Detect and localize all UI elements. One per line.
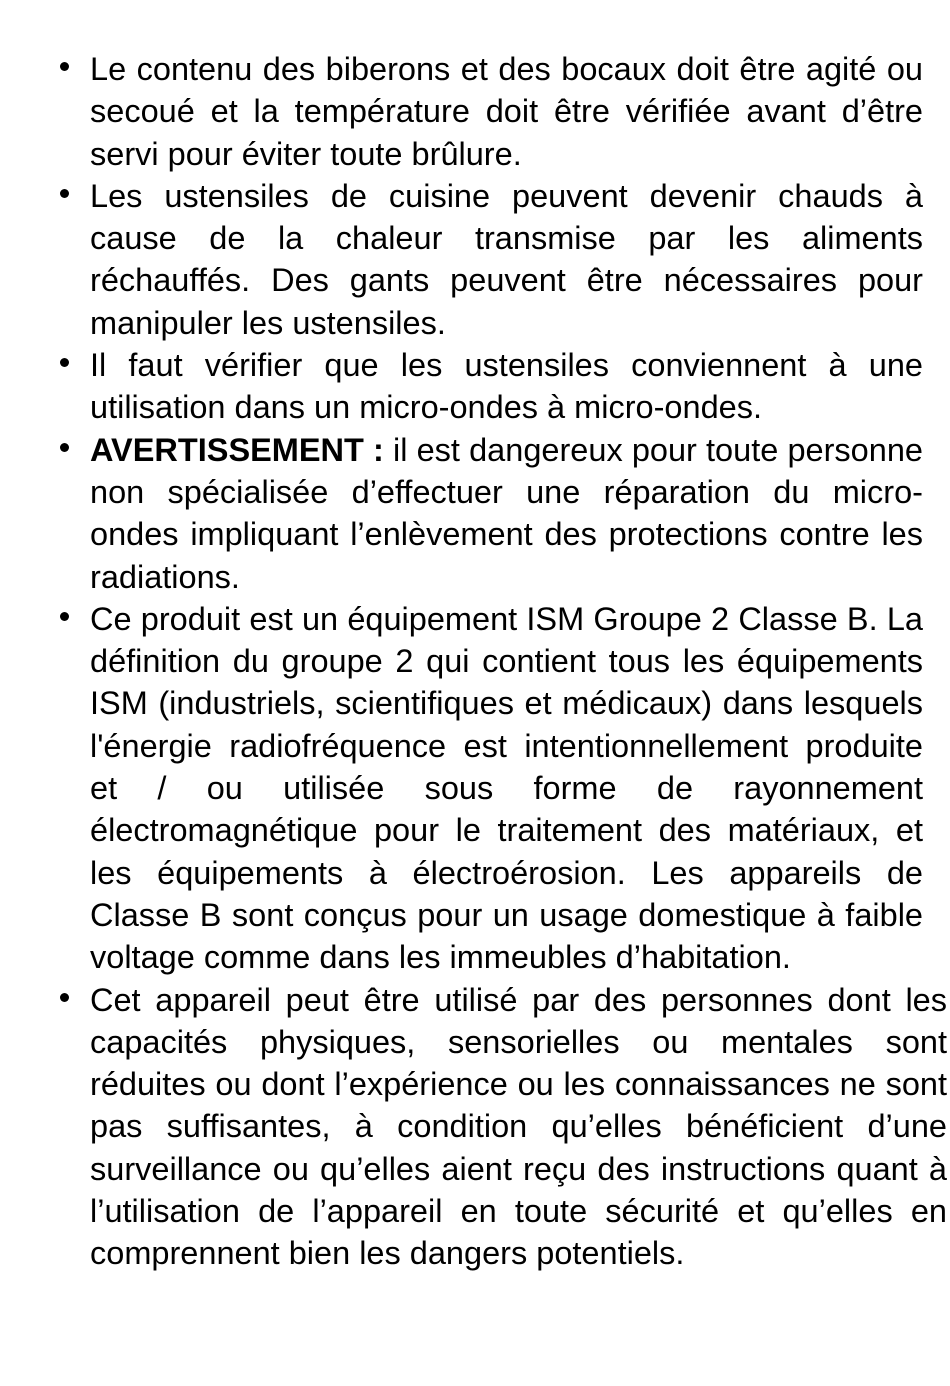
document-page <box>0 48 950 1275</box>
bullet-icon <box>60 358 69 367</box>
list-item-text: Ce produit est un équipement ISM Groupe 2 Classe B. La définition du groupe 2 qui contient tous les équipements ISM (industriels, scientifiques et médicaux) dans lesquels l'énergie radiofréquence est intentionnellement produite et / ou utilisée sous forme de rayonnement électromagnétique pour le traitement des matériaux, et les équipements à électroérosion. Les appareils de Classe B sont conçus pour un usage domestique à faible voltage comme dans les immeubles d’habitation. <box>90 600 923 976</box>
bullet-icon <box>60 612 69 621</box>
list-item <box>0 48 950 175</box>
list-item-text: Cet appareil peut être utilisé par des personnes dont les capacités physiques, sensorielles ou mentales sont réduites ou dont l’expérience ou les connaissances ne sont pas suffisantes, à condition qu’elles bénéficient d’une surveillance ou qu’elles aient reçu des instructions quant à l’utilisation de l’appareil en toute sécurité et qu’elles en comprennent bien les dangers potentiels. <box>90 981 947 1272</box>
list-item-text: Le contenu des biberons et des bocaux doit être agité ou secoué et la température doit être vérifiée avant d’être servi pour éviter toute brûlure. <box>90 51 923 172</box>
list-item <box>0 344 950 429</box>
list-item <box>0 979 950 1275</box>
safety-bullet-list <box>0 48 950 1275</box>
list-item-text: Les ustensiles de cuisine peuvent devenir chauds à cause de la chaleur transmise par les aliments réchauffés. Des gants peuvent être nécessaires pour manipuler les ustensiles. <box>90 177 923 341</box>
list-item-text: Il faut vérifier que les ustensiles conviennent à une utilisation dans un micro-ondes à micro-ondes. <box>90 347 923 426</box>
bullet-icon <box>60 993 69 1002</box>
bullet-icon <box>60 189 69 198</box>
bullet-icon <box>60 62 69 71</box>
warning-label: AVERTISSEMENT : <box>90 431 384 468</box>
list-item <box>0 175 950 344</box>
list-item-text <box>90 429 923 598</box>
list-item <box>0 598 950 979</box>
bullet-icon <box>60 443 69 452</box>
list-item-warning <box>0 429 950 598</box>
warning-text: il est dangereux pour toute personne non spécialisée d’effectuer une réparation du micro-ondes impliquant l’enlèvement des protections contre les radiations. <box>90 431 923 595</box>
